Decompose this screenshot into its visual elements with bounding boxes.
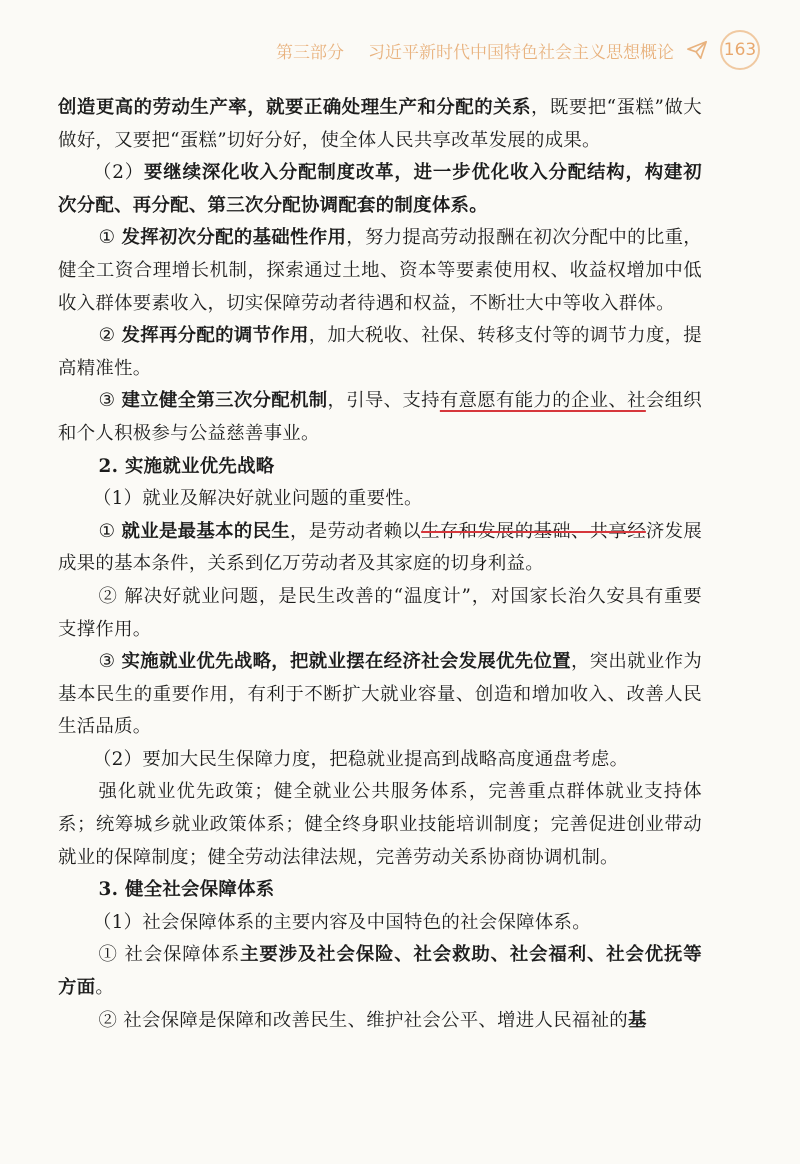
paragraph-14 bbox=[58, 1005, 702, 1038]
text: 济发展成果的基本条件，关系到亿万劳动者及其家庭的切身利益。 bbox=[58, 520, 703, 575]
red-strike-mark: 生存和发展的基础、共享经 bbox=[421, 520, 646, 542]
paragraph-2 bbox=[58, 157, 702, 222]
bold-text: 实施就业优先战略，把就业摆在经济社会发展优先位置 bbox=[121, 651, 571, 673]
bold-text: 建立健全第三次分配机制 bbox=[121, 390, 328, 412]
text: ，引导、支持 bbox=[327, 390, 440, 412]
section-heading-3: 3. 健全社会保障体系 bbox=[98, 879, 275, 901]
page-number: 163 bbox=[720, 30, 760, 70]
enum-label: ② bbox=[98, 325, 122, 347]
course-title: 习近平新时代中国特色社会主义思想概论 bbox=[368, 42, 674, 63]
section-heading-2: 2. 实施就业优先战略 bbox=[98, 455, 275, 477]
paragraph-9 bbox=[58, 646, 702, 744]
text: ，加大税收、社保、转移支付等的调节力度，提高精准性。 bbox=[58, 325, 702, 379]
text: ，突出就业作为基本民生的重要作用，有利于不断扩大就业容量、创造和增加收入、改善人民生活品质。 bbox=[58, 651, 703, 738]
enum-label: ① bbox=[98, 227, 122, 249]
enum-label: ③ bbox=[98, 390, 122, 412]
bold-text: 要继续深化收入分配制度改革，进一步优化收入分配结构，构建初次分配、再分配、第三次分配协调配套的制度体系。 bbox=[58, 162, 702, 216]
enum-label: （2） bbox=[92, 162, 145, 184]
running-header bbox=[276, 30, 760, 70]
bold-text: 创造更高的劳动生产率，就要正确处理生产和分配的关系 bbox=[58, 97, 531, 118]
paragraph-13 bbox=[58, 939, 702, 1004]
bold-text: 就业是最基本的民生 bbox=[121, 520, 291, 542]
text: 。 bbox=[95, 977, 115, 999]
paragraph-8: ② 解决好就业问题，是民生改善的“温度计”，对国家长治久安具有重要支撑作用。 bbox=[58, 585, 702, 640]
bold-text: 基 bbox=[627, 1009, 647, 1031]
text: ② 社会保障是保障和改善民生、维护社会公平、增进人民福祉的 bbox=[98, 1009, 628, 1031]
bold-text: 发挥再分配的调节作用 bbox=[121, 325, 309, 347]
bold-text: 主要涉及社会保险、社会救助、社会福利、社会优抚等方面 bbox=[58, 944, 703, 999]
text: ，努力提高劳动报酬在初次分配中的比重，健全工资合理增长机制，探索通过土地、资本等要素使用权、收益权增加中低收入群体要素收入，切实保障劳动者待遇和权益，不断壮大中等收入群体。 bbox=[58, 227, 703, 314]
enum-label: ① bbox=[98, 520, 122, 542]
bold-text: 发挥初次分配的基础性作用 bbox=[121, 227, 347, 249]
paragraph-3 bbox=[58, 222, 702, 320]
text: 会组织和个人积极参与公益慈善事业。 bbox=[58, 390, 702, 444]
paragraph-12: （1）社会保障体系的主要内容及中国特色的社会保障体系。 bbox=[92, 911, 591, 933]
paragraph-6: （1）就业及解决好就业问题的重要性。 bbox=[92, 488, 423, 510]
paragraph-7 bbox=[58, 516, 702, 581]
part-label: 第三部分 bbox=[276, 42, 344, 63]
text: ，既要把“蛋糕”做大做好，又要把“蛋糕”切好分好，使全体人民共享改革发展的成果。 bbox=[58, 97, 702, 151]
paragraph-4 bbox=[58, 320, 702, 385]
paper-plane-icon bbox=[686, 39, 708, 61]
text: ① 社会保障体系 bbox=[98, 944, 241, 966]
page-body bbox=[58, 92, 702, 1037]
paragraph-10: （2）要加大民生保障力度，把稳就业提高到战略高度通盘考虑。 bbox=[92, 748, 629, 770]
red-underline-mark: 有意愿有能力的企业、社 bbox=[439, 390, 646, 412]
paragraph-11: 强化就业优先政策；健全就业公共服务体系，完善重点群体就业支持体系；统筹城乡就业政策体系；健全终身职业技能培训制度；完善促进创业带动就业的保障制度；健全劳动法律法规，完善劳动关系协商协调机制。 bbox=[58, 781, 702, 868]
text: ，是劳动者赖以 bbox=[290, 520, 422, 542]
paragraph-1 bbox=[58, 92, 702, 157]
enum-label: ③ bbox=[98, 651, 122, 673]
paragraph-5 bbox=[58, 385, 702, 450]
